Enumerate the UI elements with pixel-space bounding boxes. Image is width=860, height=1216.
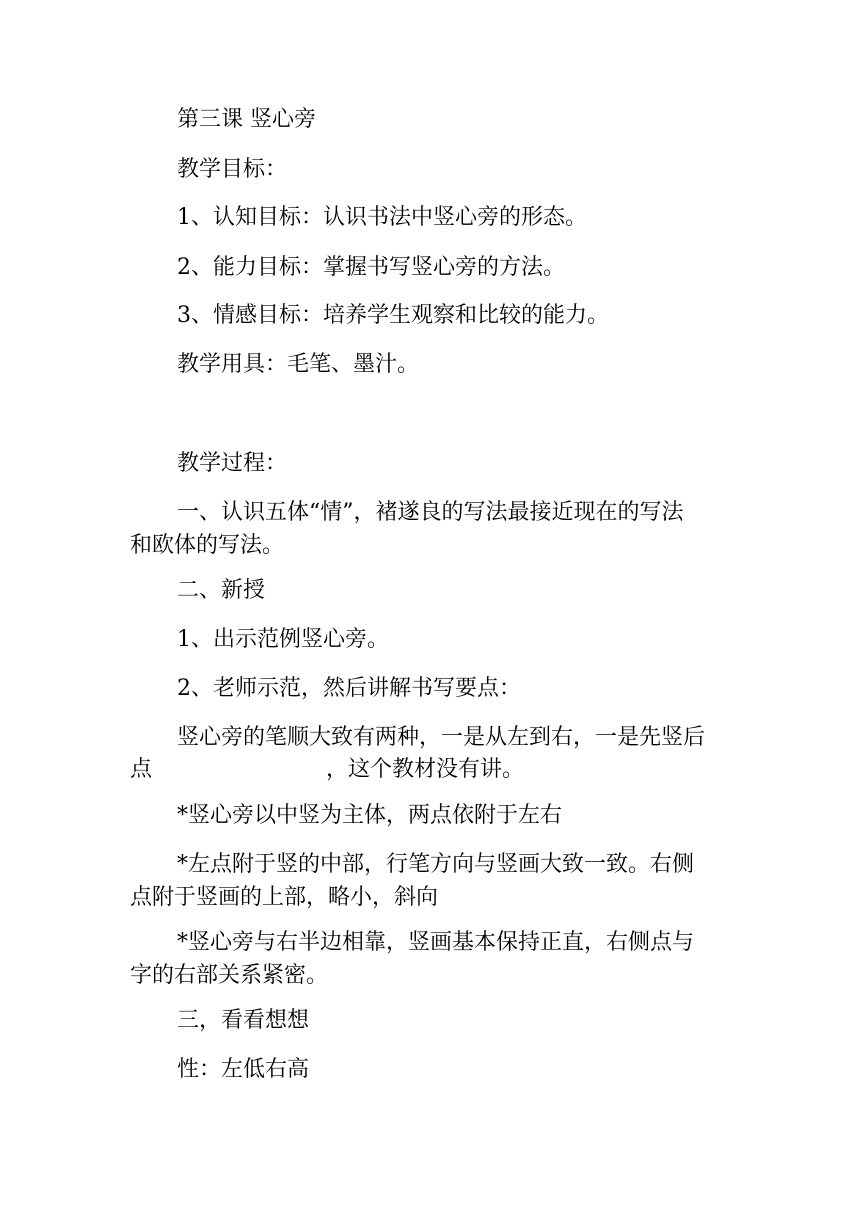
- step-2-item-2: 2、老师示范，然后讲解书写要点：: [177, 676, 521, 701]
- lesson-title: 第三课 竖心旁: [177, 107, 316, 132]
- objectives-heading: 教学目标：: [177, 157, 288, 182]
- point-2-line-2: 点附于竖画的上部，略小，斜向: [130, 885, 439, 910]
- point-1: *竖心旁以中竖为主体，两点依附于左右: [177, 803, 563, 828]
- teaching-tools: 教学用具：毛笔、墨汁。: [177, 352, 420, 377]
- step-2-heading: 二、新授: [177, 578, 266, 603]
- stroke-order-line-2: [130, 753, 730, 786]
- point-2-line-1: *左点附于竖的中部，行笔方向与竖画大致一致。右侧: [177, 852, 695, 877]
- objective-1: 1、认知目标：认识书法中竖心旁的形态。: [177, 205, 587, 230]
- stroke-order-line-2a: 点: [130, 757, 153, 782]
- objective-3: 3、情感目标：培养学生观察和比较的能力。: [177, 303, 609, 328]
- step-3-heading: 三，看看想想: [177, 1008, 310, 1033]
- step-2-item-1: 1、出示范例竖心旁。: [177, 627, 389, 652]
- process-heading: 教学过程：: [177, 451, 288, 476]
- point-3-line-2: 字的右部关系紧密。: [130, 963, 329, 988]
- objective-2: 2、能力目标：掌握书写竖心旁的方法。: [177, 255, 565, 280]
- stroke-order-line-1: 竖心旁的笔顺大致有两种，一是从左到右，一是先竖后: [177, 725, 706, 750]
- point-3-line-1: *竖心旁与右半边相靠，竖画基本保持正直，右侧点与: [177, 930, 695, 955]
- stroke-order-line-2b: ，这个教材没有讲。: [326, 757, 525, 782]
- step-1-line-2: 和欧体的写法。: [130, 533, 285, 558]
- step-1-line-1: 一、认识五体“情”，褚遂良的写法最接近现在的写法: [177, 500, 684, 525]
- step-3-example: 性：左低右高: [177, 1057, 310, 1082]
